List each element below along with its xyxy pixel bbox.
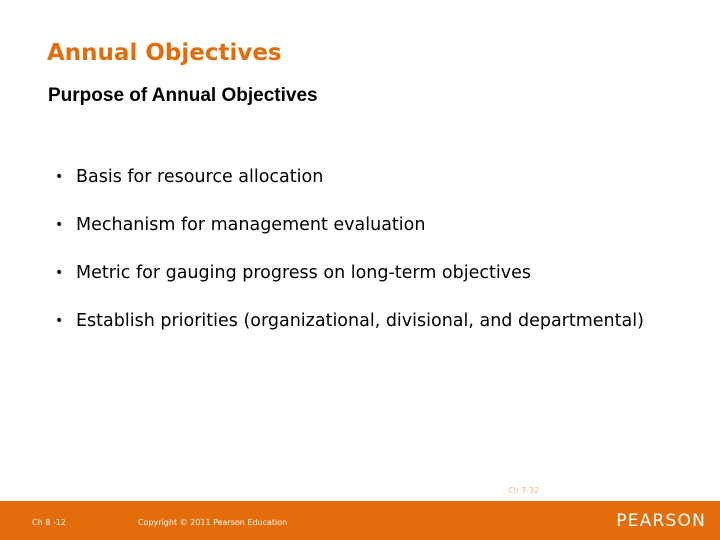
bullet-dot-icon: • (55, 265, 64, 281)
ghost-page-ref: Ch 7-32 (508, 486, 540, 495)
bullet-item (55, 309, 655, 333)
bullet-text: Mechanism for management evaluation (76, 215, 426, 235)
bullet-dot-icon: • (55, 169, 64, 185)
bullet-item (55, 261, 655, 285)
pearson-logo: PEARSON (616, 511, 706, 531)
bullet-dot-icon: • (55, 217, 64, 233)
slide-subtitle: Purpose of Annual Objectives (48, 85, 318, 106)
bullet-dot-icon: • (55, 313, 64, 329)
bullet-text: Metric for gauging progress on long-term objectives (76, 263, 531, 283)
footer-bar (0, 501, 720, 540)
bullet-text: Basis for resource allocation (76, 167, 324, 187)
footer-copyright: Copyright © 2011 Pearson Education (138, 518, 288, 527)
slide-title: Annual Objectives (47, 40, 282, 66)
bullet-text: Establish priorities (organizational, divisional, and departmental) (76, 311, 644, 331)
bullet-item (55, 165, 655, 189)
footer-page-ref: Ch 8 -12 (32, 518, 66, 527)
bullet-item (55, 213, 655, 237)
bullet-list (55, 165, 655, 357)
